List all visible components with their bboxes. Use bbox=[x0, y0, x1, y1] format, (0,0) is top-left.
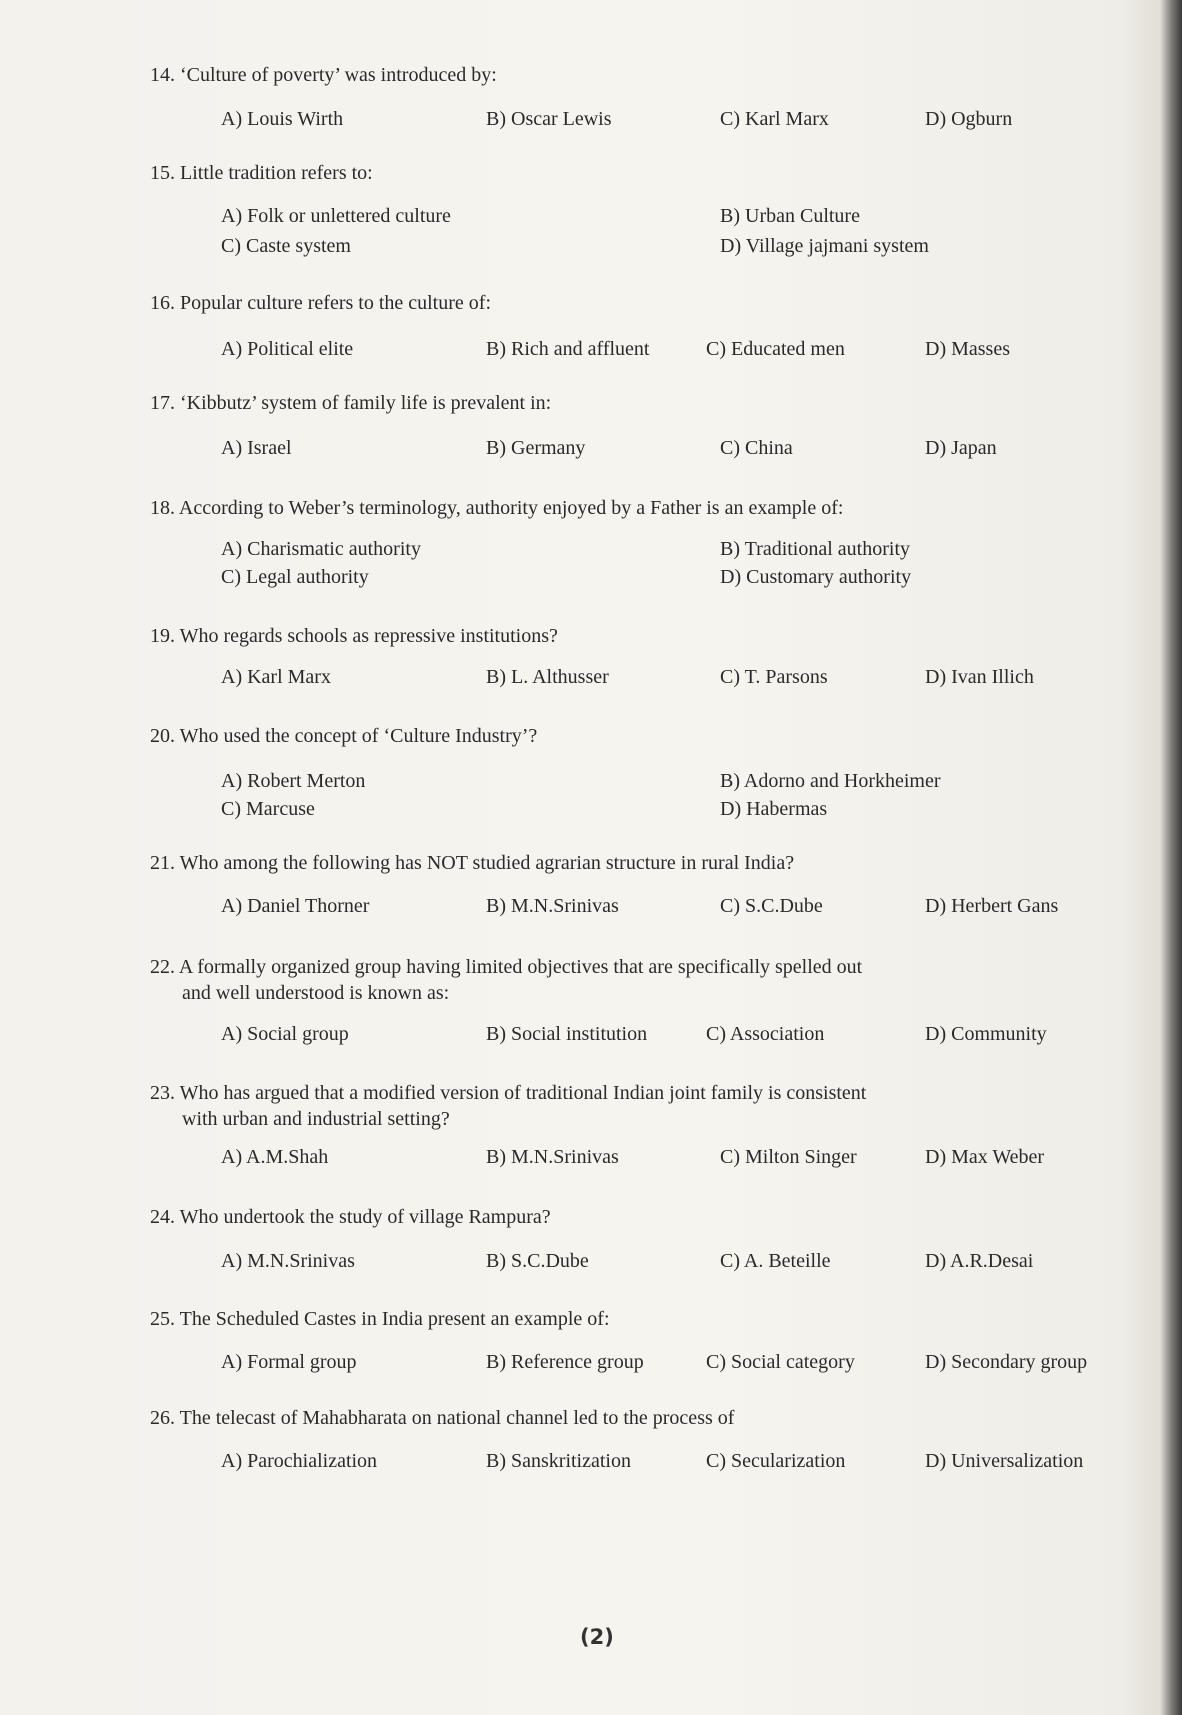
option-c: C) A. Beteille bbox=[720, 1250, 831, 1272]
option-a: A) Parochialization bbox=[221, 1450, 378, 1472]
option-d: D) Habermas bbox=[720, 798, 828, 820]
question-stem: 18. According to Weber’s terminology, authority enjoyed by a Father is an example of: bbox=[150, 497, 844, 519]
question-19-options bbox=[0, 666, 1034, 692]
option-a: A) A.M.Shah bbox=[221, 1146, 329, 1168]
question-stem-continued: and well understood is known as: bbox=[182, 982, 450, 1004]
option-b: B) Social institution bbox=[486, 1023, 648, 1045]
question-stem: 24. Who undertook the study of village Rampura? bbox=[150, 1206, 551, 1228]
question-14-options bbox=[0, 108, 1013, 134]
question-25-options bbox=[0, 1351, 1088, 1377]
question-stem: 25. The Scheduled Castes in India present an example of: bbox=[150, 1308, 610, 1330]
option-c: C) Caste system bbox=[221, 235, 351, 257]
question-stem: 14. ‘Culture of poverty’ was introduced by: bbox=[150, 64, 497, 86]
option-d: D) Ogburn bbox=[925, 108, 1013, 130]
question-17-options bbox=[0, 437, 1000, 463]
question-25 bbox=[150, 1306, 1110, 1332]
question-24-options bbox=[0, 1250, 1034, 1276]
question-22 bbox=[150, 954, 1110, 1006]
option-a: A) Louis Wirth bbox=[221, 108, 344, 130]
option-c: C) Marcuse bbox=[221, 798, 315, 820]
option-b: B) Urban Culture bbox=[720, 205, 860, 227]
option-d: D) A.R.Desai bbox=[925, 1250, 1034, 1272]
option-b: B) M.N.Srinivas bbox=[486, 1146, 619, 1168]
question-20 bbox=[150, 723, 1110, 749]
question-stem: 15. Little tradition refers to: bbox=[150, 162, 373, 184]
option-a: A) Charismatic authority bbox=[221, 538, 421, 560]
option-d: D) Herbert Gans bbox=[925, 895, 1059, 917]
question-26-options bbox=[0, 1450, 1084, 1476]
option-d: D) Community bbox=[925, 1023, 1047, 1045]
option-c: C) Legal authority bbox=[221, 566, 369, 588]
question-24 bbox=[150, 1204, 1110, 1230]
option-b: B) Reference group bbox=[486, 1351, 644, 1373]
question-stem: 21. Who among the following has NOT studied agrarian structure in rural India? bbox=[150, 852, 795, 874]
question-stem: 22. A formally organized group having limited objectives that are specifically spelled out bbox=[150, 956, 863, 978]
option-a: A) Israel bbox=[221, 437, 292, 459]
question-stem: 20. Who used the concept of ‘Culture Industry’? bbox=[150, 725, 538, 747]
option-d: D) Japan bbox=[925, 437, 997, 459]
option-c: C) Educated men bbox=[706, 338, 845, 360]
page-number: (2) bbox=[580, 1625, 614, 1649]
question-18-options-row1 bbox=[0, 538, 1000, 564]
question-19 bbox=[150, 623, 1110, 649]
option-b: B) S.C.Dube bbox=[486, 1250, 589, 1272]
question-15-options-row2 bbox=[0, 235, 1000, 261]
option-b: B) Sanskritization bbox=[486, 1450, 631, 1472]
question-15 bbox=[150, 160, 1110, 186]
question-17 bbox=[150, 390, 1110, 416]
question-stem-continued: with urban and industrial setting? bbox=[182, 1108, 450, 1130]
option-d: D) Universalization bbox=[925, 1450, 1084, 1472]
option-b: B) Traditional authority bbox=[720, 538, 910, 560]
option-a: A) Formal group bbox=[221, 1351, 357, 1373]
option-a: A) M.N.Srinivas bbox=[221, 1250, 355, 1272]
page-edge-shadow bbox=[1160, 0, 1182, 1715]
option-c: C) China bbox=[720, 437, 793, 459]
option-b: B) Rich and affluent bbox=[486, 338, 650, 360]
question-22-options bbox=[0, 1023, 1047, 1049]
question-stem: 23. Who has argued that a modified version of traditional Indian joint family is consistent bbox=[150, 1082, 867, 1104]
question-20-options-row2 bbox=[0, 798, 1000, 824]
question-21 bbox=[150, 850, 1110, 876]
option-c: C) S.C.Dube bbox=[720, 895, 823, 917]
question-18-options-row2 bbox=[0, 566, 1000, 592]
option-c: C) Milton Singer bbox=[720, 1146, 857, 1168]
option-a: A) Karl Marx bbox=[221, 666, 331, 688]
question-21-options bbox=[0, 895, 1059, 921]
question-stem: 26. The telecast of Mahabharata on national channel led to the process of bbox=[150, 1407, 735, 1429]
question-20-options-row1 bbox=[0, 770, 1000, 796]
question-stem: 17. ‘Kibbutz’ system of family life is prevalent in: bbox=[150, 392, 552, 414]
question-stem: 19. Who regards schools as repressive institutions? bbox=[150, 625, 558, 647]
option-a: A) Social group bbox=[221, 1023, 349, 1045]
option-c: C) Association bbox=[706, 1023, 825, 1045]
option-a: A) Folk or unlettered culture bbox=[221, 205, 451, 227]
question-14 bbox=[150, 62, 1110, 88]
option-a: A) Daniel Thorner bbox=[221, 895, 370, 917]
option-b: B) Oscar Lewis bbox=[486, 108, 612, 130]
option-b: B) Adorno and Horkheimer bbox=[720, 770, 941, 792]
option-c: C) T. Parsons bbox=[720, 666, 828, 688]
option-a: A) Robert Merton bbox=[221, 770, 366, 792]
question-26 bbox=[150, 1405, 1110, 1431]
question-23 bbox=[150, 1080, 1110, 1132]
question-18 bbox=[150, 495, 1110, 521]
option-d: D) Customary authority bbox=[720, 566, 912, 588]
option-c: C) Karl Marx bbox=[720, 108, 829, 130]
option-b: B) Germany bbox=[486, 437, 586, 459]
option-b: B) L. Althusser bbox=[486, 666, 609, 688]
option-c: C) Social category bbox=[706, 1351, 855, 1373]
question-15-options-row1 bbox=[0, 205, 1000, 231]
question-16 bbox=[150, 290, 1110, 316]
option-c: C) Secularization bbox=[706, 1450, 846, 1472]
option-b: B) M.N.Srinivas bbox=[486, 895, 619, 917]
question-16-options bbox=[0, 338, 1010, 364]
option-d: D) Secondary group bbox=[925, 1351, 1088, 1373]
option-d: D) Ivan Illich bbox=[925, 666, 1034, 688]
option-d: D) Masses bbox=[925, 338, 1010, 360]
option-d: D) Village jajmani system bbox=[720, 235, 929, 257]
question-23-options bbox=[0, 1146, 1045, 1172]
option-d: D) Max Weber bbox=[925, 1146, 1045, 1168]
question-stem: 16. Popular culture refers to the culture of: bbox=[150, 292, 491, 314]
option-a: A) Political elite bbox=[221, 338, 354, 360]
